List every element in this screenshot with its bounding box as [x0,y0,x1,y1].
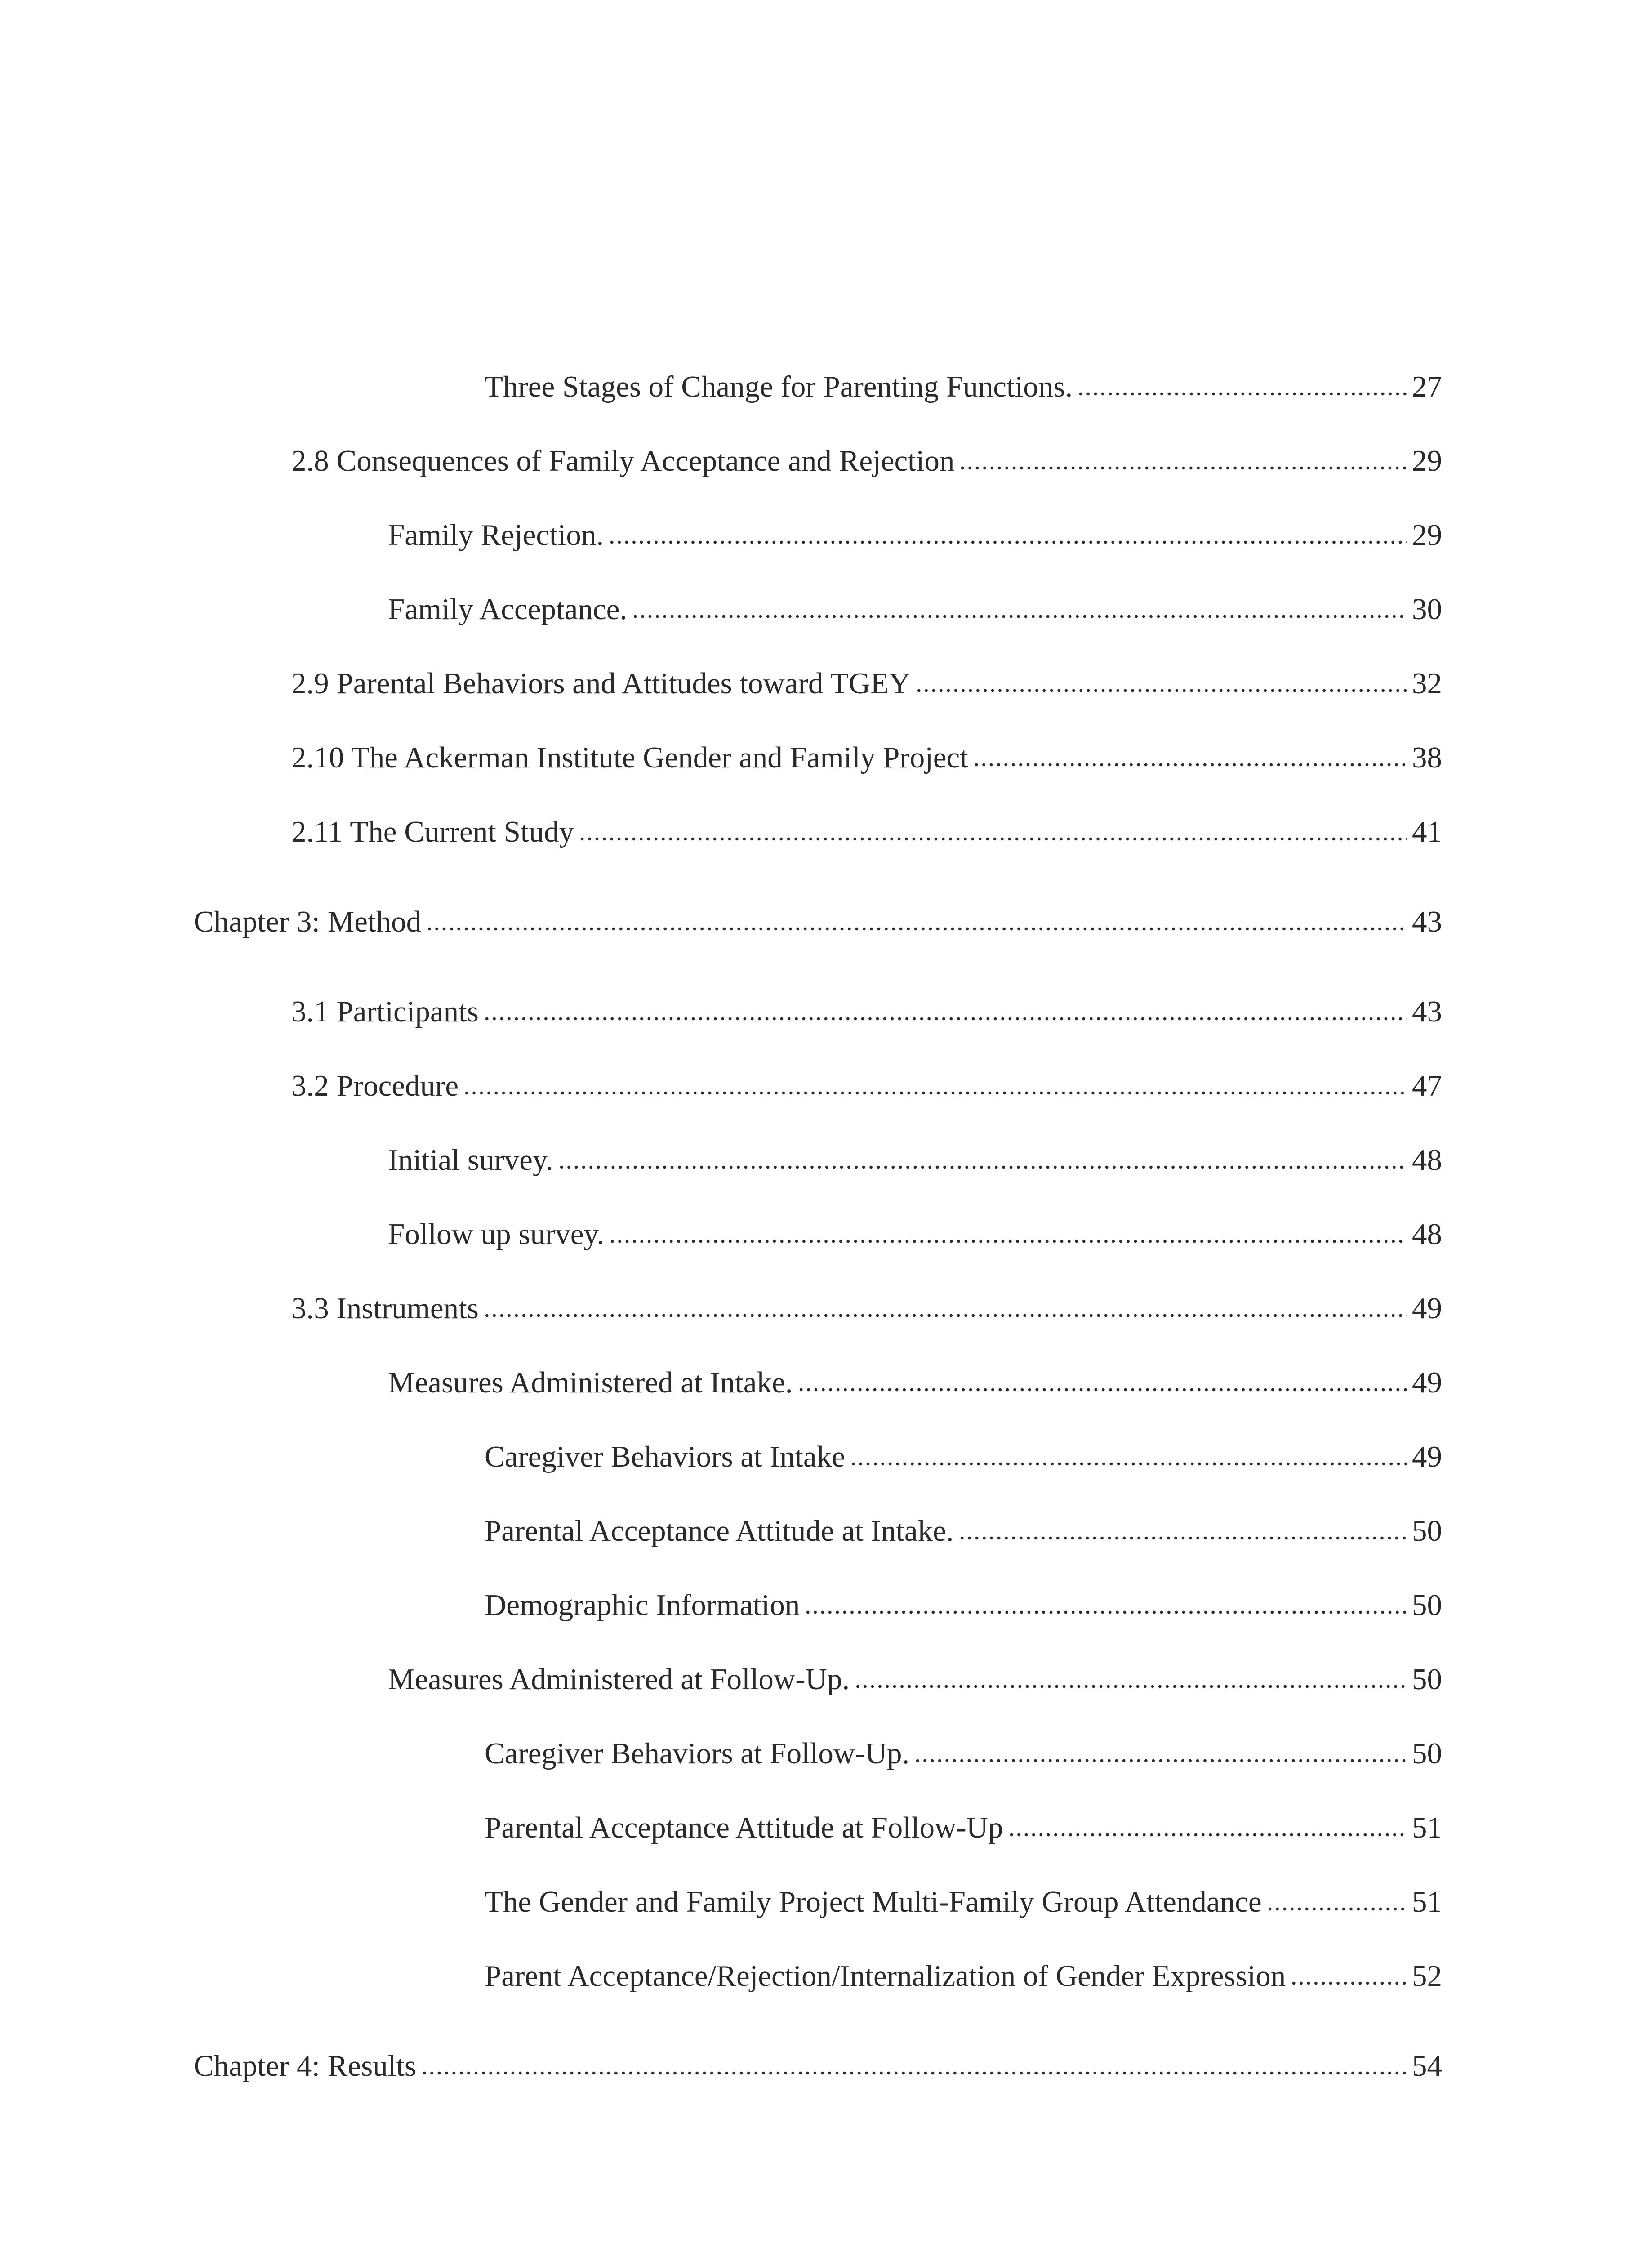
toc-entry [388,515,1442,555]
toc-entry-page: 50 [1412,1737,1442,1770]
toc-entry-title: Parent Acceptance/Rejection/Internalization of Gender Expression [485,1959,1286,1993]
dot-leader [973,759,1407,767]
toc-entry-page: 48 [1412,1143,1442,1177]
toc-entry-title: Three Stages of Change for Parenting Functions. [485,370,1073,403]
toc-entry-title: Parental Acceptance Attitude at Intake. [485,1514,954,1548]
toc-entry-title: Family Acceptance. [388,593,628,626]
toc-entry-page: 50 [1412,1663,1442,1696]
toc-entry-page: 51 [1412,1885,1442,1918]
toc-entry-page: 43 [1412,905,1442,938]
toc-entry-page: 38 [1412,741,1442,774]
toc-entry [485,1882,1442,1922]
toc-entry [291,1288,1442,1329]
toc-entry-page: 41 [1412,815,1442,848]
toc-entry-page: 50 [1412,1514,1442,1548]
toc-entry-title: Measures Administered at Intake. [388,1366,793,1399]
toc-entry-page: 50 [1412,1588,1442,1622]
toc-entry [194,2046,1442,2086]
toc-entry-page: 48 [1412,1218,1442,1251]
dot-leader [804,1607,1407,1615]
toc-entry-title: 3.1 Participants [291,995,479,1028]
dot-leader [915,685,1407,693]
toc-entry-page: 54 [1412,2049,1442,2083]
toc-entry-title: Caregiver Behaviors at Follow-Up. [485,1737,910,1770]
dot-leader [1290,1978,1407,1986]
toc-entry [485,1436,1442,1477]
toc-entry-title: 2.9 Parental Behaviors and Attitudes toward TGEY [291,667,911,700]
toc-entry-title: 2.10 The Ackerman Institute Gender and Family Project [291,741,968,774]
toc-entry [485,1807,1442,1848]
toc-entry [485,1511,1442,1551]
toc-entry [485,1956,1442,1996]
toc-entry-page: 30 [1412,593,1442,626]
toc-entry-title: Parental Acceptance Attitude at Follow-Up [485,1811,1003,1844]
dot-leader [483,1013,1407,1021]
toc-entry [388,1214,1442,1254]
dot-leader [1266,1904,1407,1912]
toc-entry-page: 49 [1412,1366,1442,1399]
toc-entry-page: 47 [1412,1069,1442,1102]
toc-entry-page: 29 [1412,518,1442,552]
toc-entry-page: 52 [1412,1959,1442,1993]
dot-leader [1008,1829,1407,1838]
toc-entry [291,663,1442,704]
toc-entry-title: Chapter 4: Results [194,2049,417,2083]
dot-leader [959,463,1407,471]
toc-entry [291,812,1442,852]
dot-leader [421,2068,1407,2076]
toc-entry [388,1659,1442,1699]
toc-entry-title: Initial survey. [388,1143,553,1177]
toc-entry [485,366,1442,407]
toc-entry-title: 3.3 Instruments [291,1292,479,1325]
toc-entry [485,1585,1442,1625]
toc-entry-title: Caregiver Behaviors at Intake [485,1440,845,1473]
toc-entry [291,991,1442,1032]
toc-entry-page: 32 [1412,667,1442,700]
toc-entry [485,1733,1442,1774]
dot-leader [914,1755,1407,1763]
dot-leader [797,1384,1407,1392]
dot-leader [558,1162,1407,1170]
toc-entry-page: 51 [1412,1811,1442,1844]
toc-entry-title: Measures Administered at Follow-Up. [388,1663,850,1696]
dot-leader [608,537,1407,545]
toc-entry-page: 27 [1412,370,1442,403]
dot-leader [426,923,1407,932]
toc-entry-title: Demographic Information [485,1588,800,1622]
toc-entry [194,901,1442,942]
dot-leader [579,834,1407,842]
toc-entry [388,1362,1442,1403]
toc-entry [291,1066,1442,1106]
toc-entry-page: 43 [1412,995,1442,1028]
dot-leader [1077,388,1407,397]
dot-leader [850,1459,1407,1467]
dot-leader [463,1088,1407,1096]
dot-leader [958,1533,1407,1541]
dot-leader [609,1236,1407,1244]
toc-entry [388,1140,1442,1180]
toc-entry-page: 29 [1412,444,1442,477]
dot-leader [854,1681,1407,1689]
toc-entry-title: Chapter 3: Method [194,905,422,938]
toc-entry-page: 49 [1412,1440,1442,1473]
toc-entry-title: 2.8 Consequences of Family Acceptance and Rejection [291,444,955,477]
toc-entry [291,737,1442,778]
toc-entry-title: Follow up survey. [388,1218,605,1251]
dot-leader [483,1310,1407,1318]
toc-entry-title: The Gender and Family Project Multi-Family Group Attendance [485,1885,1262,1918]
toc-entry-title: 2.11 The Current Study [291,815,574,848]
toc-entry-page: 49 [1412,1292,1442,1325]
toc-entry-title: Family Rejection. [388,518,604,552]
toc-entry [388,589,1442,629]
dot-leader [632,611,1407,619]
toc-entry-title: 3.2 Procedure [291,1069,459,1102]
toc-entry [291,441,1442,481]
